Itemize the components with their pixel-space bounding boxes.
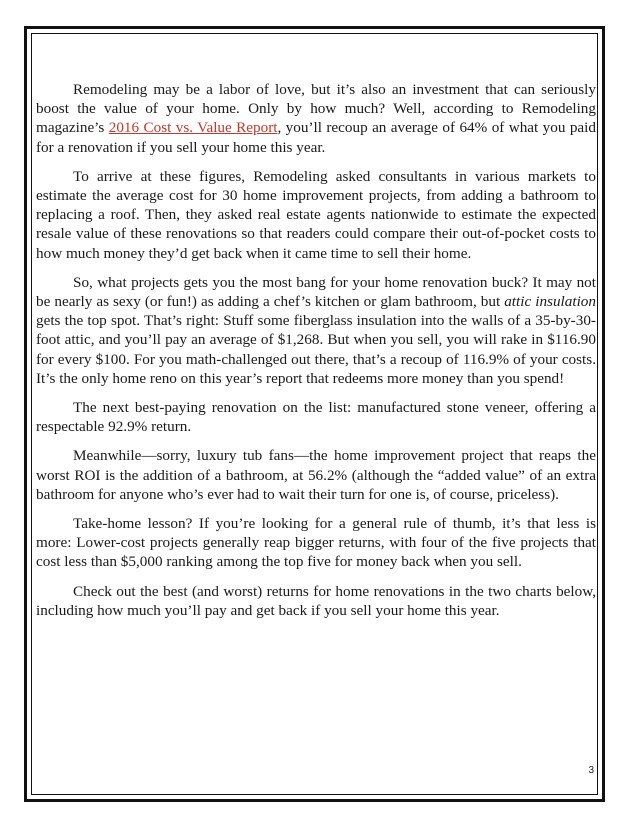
paragraph-attic-text-start: So, what projects gets you the most bang for your home renovation buck? It may not be nearly as sexy (or fun!) as adding a chef’s kitchen or glam bathroom, but bbox=[36, 273, 596, 311]
attic-insulation-emphasis: attic insulation bbox=[504, 293, 596, 311]
paragraph-take-home: Take-home lesson? If you’re looking for a general rule of thumb, it’s that less is more: Lower-cost projects generally reap bigger returns, with four of the five projects that cost less than $5,000 ranking among the top five for money back when you sell. bbox=[36, 515, 596, 571]
paragraph-attic-text-end: gets the top spot. That’s right: Stuff some fiberglass insulation into the walls of a 35-by-30-foot attic, and you’ll pay an average of $1,268. But when you sell, you will rake in $116.90 for every $100. For you math-challenged out there, that’s a recoup of 116.9% of your costs. It’s the only home reno on this year’s report that redeems more money than you spend! bbox=[36, 312, 596, 387]
page-number: 3 bbox=[588, 765, 594, 776]
paragraph-methodology: To arrive at these figures, Remodeling asked consultants in various markets to estimate the average cost for 30 home improvement projects, from adding a bathroom to replacing a roof. Then, they asked real estate agents nationwide to estimate the expected resale value of these renovations so that readers could compare their out-of-pocket costs to how much money they’d get back when it came time to sell their home. bbox=[36, 167, 596, 262]
paragraph-intro-text-start: Remodeling may be a labor of love, but it’s also an investment that can seriously boost the value of your home. Only by how much? Well, according to Remodeling magazine’s bbox=[36, 81, 596, 137]
paragraph-charts-intro: Check out the best (and worst) returns for home renovations in the two charts below, including how much you’ll pay and get back if you sell your home this year. bbox=[36, 582, 596, 619]
paragraph-intro-text-end: , you’ll recoup an average of 64% of what you paid for a renovation if you sell your home this year. bbox=[36, 119, 596, 156]
paragraph-attic-insulation bbox=[36, 273, 596, 388]
paragraph-intro bbox=[36, 80, 596, 157]
paragraph-bathroom-roi: Meanwhile—sorry, luxury tub fans—the home improvement project that reaps the worst ROI is the addition of a bathroom, at 56.2% (although the “added value” of an extra bathroom for anyone who’s ever had to wait their turn for one is, of course, priceless). bbox=[36, 447, 596, 503]
paragraph-stone-veneer: The next best-paying renovation on the list: manufactured stone veneer, offering a respectable 92.9% return. bbox=[36, 399, 596, 436]
cost-vs-value-report-link[interactable]: 2016 Cost vs. Value Report bbox=[108, 119, 278, 137]
article-body bbox=[36, 80, 596, 630]
